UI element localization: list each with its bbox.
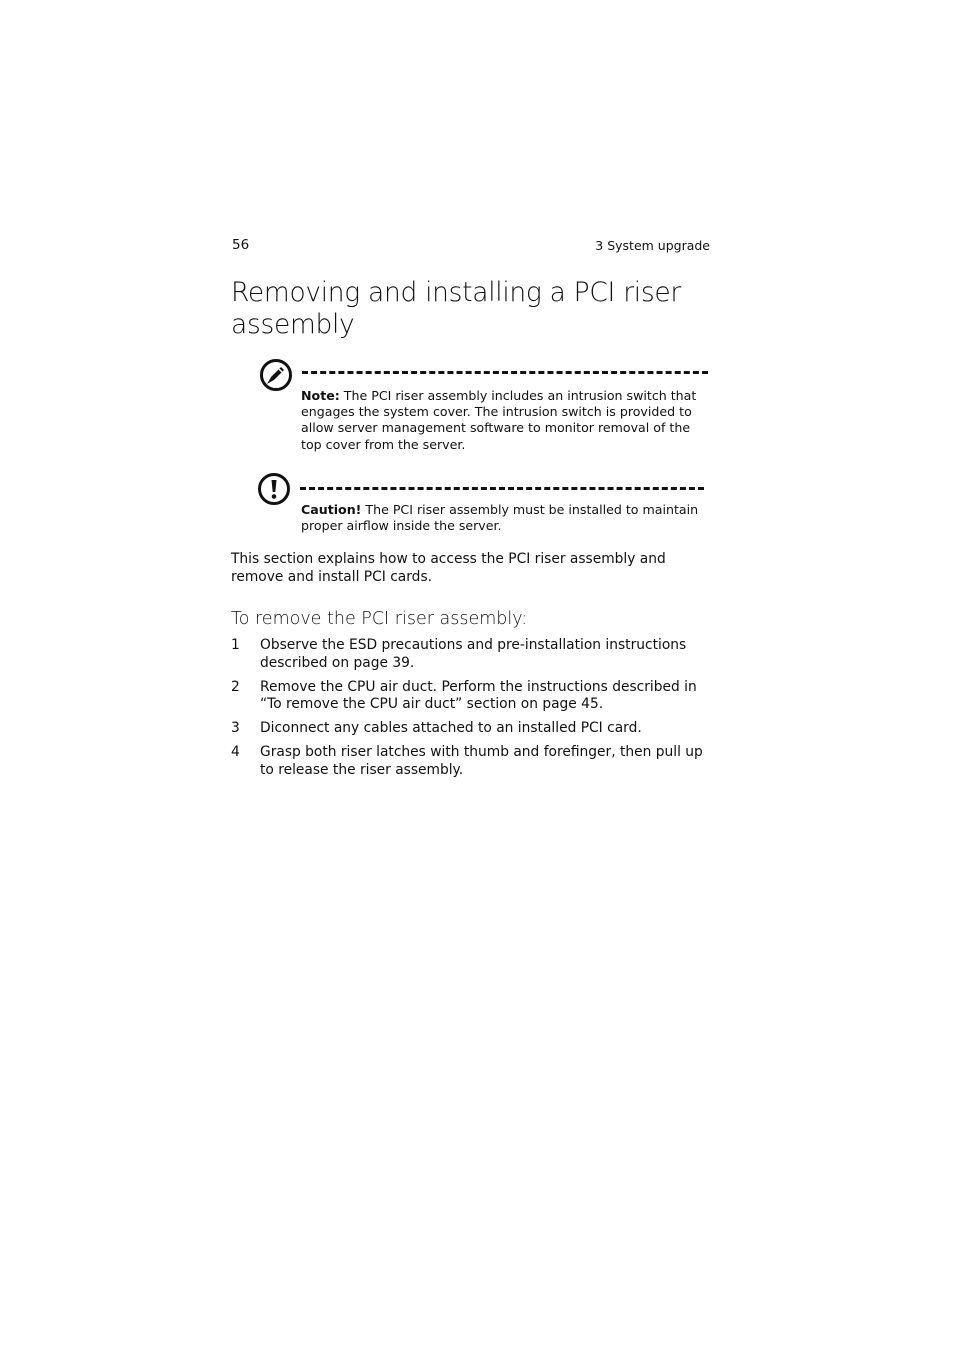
intro-paragraph: This section explains how to access the PCI riser assembly and remove and install PCI cards. — [231, 551, 666, 585]
caution-divider — [300, 487, 704, 490]
step-item — [231, 679, 713, 714]
step-item — [231, 637, 713, 672]
caution-body: The PCI riser assembly must be installed to maintain proper airflow inside the server. — [301, 502, 699, 534]
step-text: Observe the ESD precautions and pre-installation instructions described on page 39. — [260, 637, 687, 671]
step-text: Diconnect any cables attached to an installed PCI card. — [260, 720, 642, 736]
step-item — [231, 744, 713, 779]
note-body: The PCI riser assembly includes an intrusion switch that engages the system cover. The intrusion switch is provided to allow server management software to monitor removal of the top cover from the server. — [301, 388, 697, 452]
caution-exclamation-icon — [257, 472, 291, 506]
step-text: Grasp both riser latches with thumb and forefinger, then pull up to release the riser assembly. — [260, 744, 703, 778]
step-number: 3 — [231, 720, 240, 736]
note-pencil-icon — [259, 358, 293, 392]
step-item — [231, 720, 713, 738]
procedure-heading: To remove the PCI riser assembly: — [231, 609, 528, 629]
caution-label: Caution! — [301, 502, 362, 517]
page-title: Removing and installing a PCI riser assembly — [231, 277, 681, 340]
step-number: 4 — [231, 744, 240, 760]
step-number: 1 — [231, 637, 240, 653]
running-header: 3 System upgrade — [595, 238, 710, 253]
note-text — [301, 388, 705, 453]
step-number: 2 — [231, 678, 240, 695]
procedure-steps — [231, 637, 713, 786]
step-text: Remove the CPU air duct. Perform the instructions described in “To remove the CPU air duct” section on page 45. — [260, 678, 697, 712]
note-divider — [302, 371, 708, 374]
note-label: Note: — [301, 388, 340, 403]
caution-text — [301, 502, 705, 534]
page-number: 56 — [232, 237, 250, 253]
